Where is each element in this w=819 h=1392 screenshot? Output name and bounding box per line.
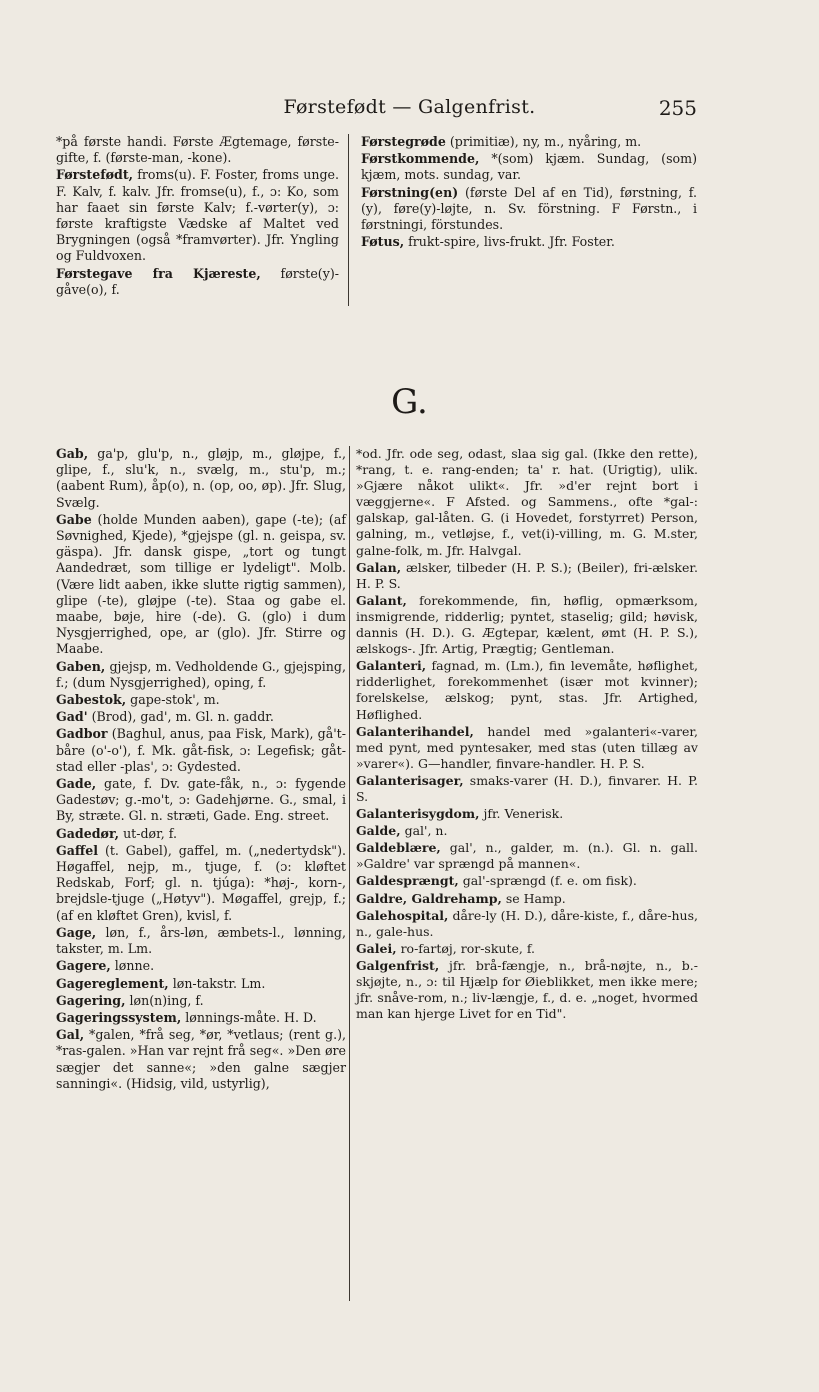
entry-text: lønnings-måte. H. D. <box>185 1009 317 1025</box>
entry-headword: Galanteri, <box>356 658 427 674</box>
dictionary-entry <box>356 958 698 1022</box>
dictionary-entry <box>356 724 698 772</box>
entry-headword: Galanterisager, <box>356 772 464 788</box>
entry-text: (første Del af en Tid), førstning, f. (y), føre(y)-løjte, n. Sv. förstning. F Førstn., i førstningi, förstundes. <box>361 184 697 233</box>
column-divider-top <box>348 134 349 306</box>
entry-text: løn-takstr. Lm. <box>172 975 266 991</box>
entry-text: frukt-spire, livs-frukt. Jfr. Foster. <box>408 234 615 250</box>
entry-headword: Gagere, <box>56 958 111 974</box>
page-number: 255 <box>658 96 697 120</box>
entry-text: ro-fartøj, ror-skute, f. <box>400 940 535 956</box>
entry-headword: Føtus, <box>361 234 405 250</box>
dictionary-entry <box>56 659 346 691</box>
column-divider-bottom <box>349 446 350 1301</box>
dictionary-entry <box>56 925 346 957</box>
entry-headword: Galan, <box>356 559 402 575</box>
entry-text: smaks-varer (H. D.), finvarer. H. P. S. <box>356 772 698 804</box>
dictionary-entry <box>356 446 698 559</box>
entry-text: første(y)-gåve(o), f. <box>56 265 339 297</box>
entry-headword: Gage, <box>56 924 97 940</box>
entry-headword: Gaffel <box>56 842 99 858</box>
top-right-column <box>361 134 697 251</box>
entry-headword: Førstegave fra Kjæreste, <box>56 265 261 281</box>
entry-headword: Galgenfrist, <box>356 957 440 973</box>
entry-text: *på første handi. Første Ægtemage, første-gifte, f. (første-man, -kone). <box>56 134 339 166</box>
dictionary-entry <box>56 976 346 992</box>
dictionary-entry <box>56 826 346 842</box>
dictionary-entry <box>56 446 346 511</box>
entry-headword: Galehospital, <box>356 907 449 923</box>
entry-text: (holde Munden aaben), gape (-te); (af Søvnighed, Kjede), *gjejspe (gl. n. geispa, sv. gäspa). Jfr. dansk gispe, „tort og tungt Aandedræt, som tillige er lydeligt". Molb. (Være lidt aaben, ikke slutte rigtig sammen), glipe (-te), gløjpe (-te). Staa og gabe el. maabe, bøje, hire (-de). G. (glo) i dum Nysgjerrighed, ope, ar (glo). Jfr. Stirre og Maabe. <box>56 511 346 657</box>
entry-text: dåre-ly (H. D.), dåre-kiste, f., dåre-hus, n., gale-hus. <box>356 907 698 939</box>
entry-headword: Galdesprængt, <box>356 873 459 889</box>
dictionary-entry <box>56 692 346 708</box>
entry-headword: Gabestok, <box>56 692 127 708</box>
dictionary-entry <box>356 593 698 657</box>
entry-text: fagnad, m. (Lm.), fin levemåte, høflighet, ridderlighet, forekommenhet (især mot kvinner); forelskelse, ælskog; pynt, stas. Jfr. Artighed, Høflighed. <box>356 658 698 722</box>
entry-headword: Galei, <box>356 940 397 956</box>
entry-text: gal'-sprængd (f. e. om fisk). <box>462 873 637 889</box>
entry-text: gjejsp, m. Vedholdende G., gjejsping, f.; (dum Nysgjerrighed), oping, f. <box>56 658 346 690</box>
page-header <box>0 96 819 124</box>
entry-text: ut-dør, f. <box>123 825 177 841</box>
dictionary-entry <box>56 134 339 166</box>
entry-text: ælsker, tilbeder (H. P. S.); (Beiler), fri-ælsker. H. P. S. <box>356 559 698 591</box>
dictionary-entry <box>356 873 698 889</box>
entry-headword: Galanterisygdom, <box>356 806 480 822</box>
entry-text: gal', n., galder, m. (n.). Gl. n. gall. »Galdre' var sprængd på mannen«. <box>356 840 698 872</box>
dictionary-entry <box>356 840 698 872</box>
dictionary-entry <box>56 512 346 658</box>
entry-text: (primitiæ), ny, m., nyåring, m. <box>449 134 642 149</box>
entry-headword: Gade, <box>56 776 97 792</box>
entry-text: *galen, *frå seg, *ør, *vetlaus; (rent g.), *ras-galen. »Han var rejnt frå seg«. »Den øre sægjer det sanne«; »den galne sægjer sanningi«. (Hidsig, vild, ustyrlig), <box>56 1027 346 1091</box>
entry-headword: Førstegrøde <box>361 134 446 149</box>
top-left-column <box>56 134 339 299</box>
dictionary-entry <box>356 773 698 805</box>
dictionary-entry <box>56 709 346 725</box>
entry-text: forekommende, fin, høflig, opmærksom, insmigrende, ridderlig; pyntet, staselig; gild; høvisk, dannis (H. D.). G. Ægtepar, kælent, ømt (H. P. S.), ælskogs-. Jfr. Artig, Prægtig; Gentleman. <box>356 592 698 657</box>
entry-text: handel med »galanteri«-varer, med pynt, med pyntesaker, med stas (uten tillæg av »varer«). G—handler, finvare-handler. H. P. S. <box>356 723 698 771</box>
dictionary-entry <box>56 776 346 825</box>
dictionary-entry <box>361 134 697 150</box>
dictionary-entry <box>356 823 698 839</box>
entry-text: (Brod), gad', m. Gl. n. gaddr. <box>91 709 274 725</box>
entry-headword: Gal, <box>56 1027 85 1043</box>
entry-headword: Gab, <box>56 446 89 461</box>
entry-headword: Førstefødt, <box>56 167 134 183</box>
entry-text: gal', n. <box>404 823 448 839</box>
dictionary-entry <box>56 1010 346 1026</box>
dictionary-entry <box>356 941 698 957</box>
entry-headword: Galdeblære, <box>356 840 441 856</box>
dictionary-entry <box>56 993 346 1009</box>
entry-headword: Førstkommende, <box>361 151 480 167</box>
entry-headword: Gad' <box>56 709 88 725</box>
dictionary-entry <box>356 658 698 722</box>
dictionary-entry <box>361 151 697 183</box>
dictionary-entry <box>56 843 346 924</box>
entry-headword: Gagering, <box>56 992 126 1008</box>
entry-headword: Gabe <box>56 511 92 527</box>
entry-text: ga'p, glu'p, n., gløjp, m., gløjpe, f., glipe, f., slu'k, n., svælg, m., stu'p, m.; (aabent Rum), åp(o), n. (op, oo, øp). Jfr. Slug, Svælg. <box>56 446 346 510</box>
entry-headword: Gageringssystem, <box>56 1009 182 1025</box>
dictionary-entry <box>56 1027 346 1092</box>
dictionary-entry <box>356 806 698 822</box>
dictionary-entry <box>56 726 346 775</box>
entry-headword: Gaben, <box>56 658 106 674</box>
dictionary-entry <box>56 266 339 298</box>
entry-headword: Førstning(en) <box>361 184 459 200</box>
dictionary-entry <box>56 167 339 264</box>
dictionary-entry <box>356 560 698 592</box>
entry-text: lønne. <box>114 958 155 974</box>
entry-headword: Galdre, Galdrehamp, <box>356 890 502 906</box>
entry-headword: Gadbor <box>56 726 108 742</box>
dictionary-entry <box>356 908 698 940</box>
entry-text: gate, f. Dv. gate-fåk, n., ɔ: fygende Gadestøv; g.-mo't, ɔ: Gadehjørne. G., smal, i By, stræte. Gl. n. stræti, Gade. Eng. street. <box>56 776 346 824</box>
dictionary-entry <box>361 185 697 234</box>
bottom-right-column <box>356 446 698 1023</box>
entry-text: (Baghul, anus, paa Fisk, Mark), gå't-båre (o'-o'), f. Mk. gåt-fisk, ɔ: Legefisk; gåt-stad eller -plas', ɔ: Gydested. <box>56 726 346 774</box>
entry-headword: Gadedør, <box>56 825 120 841</box>
entry-text: (t. Gabel), gaffel, m. („nedertydsk"). Høgaffel, nejp, m., tjuge, f. (ɔ: kløftet Redskab, Forf; gl. n. tjúga): *høj-, korn-, brejdsle-tjuge („Høtyv"). Møgaffel, grejp, f.; (af en kløftet Gren), kvisl, f. <box>56 842 346 923</box>
entry-text: jfr. brå-fængje, n., brå-nøjte, n., b.-skjøjte, n., ɔ: til Hjælp for Øieblikket, men ikke mere; jfr. snåve-rom, n.; liv-længje, f., d. e. „noget, hvormed man kan hjerge Livet for en Tid". <box>356 957 698 1022</box>
dictionary-entry <box>356 891 698 907</box>
entry-headword: Gagereglement, <box>56 975 169 991</box>
entry-text: gape-stok', m. <box>130 692 220 708</box>
entry-text: *od. Jfr. ode seg, odast, slaa sig gal. (Ikke den rette), *rang, t. e. rang-enden; ta' r. hat. (Urigtig), ulik. »Gjære nåkot ulikt«. Jfr. »d'er rejnt bort i væggjerne«. F Afsted. og Sammens., ofte *gal-: galskap, gal-låten. G. (i Hovedet, forstyrret) Person, galning, m., vetløjse, f., vet(i)-villing, m. G. M.ster, galne-folk, m. Jfr. Halvgal. <box>356 446 698 558</box>
running-title: Førstefødt — Galgenfrist. <box>283 96 536 118</box>
entry-text: jfr. Venerisk. <box>483 806 564 822</box>
entry-text: løn, f., års-løn, æmbets-l., lønning, takster, m. Lm. <box>56 924 346 957</box>
section-letter: G. <box>391 382 428 422</box>
entry-text: *(som) kjæm. Sundag, (som) kjæm, mots. sundag, var. <box>361 151 697 183</box>
entry-text: froms(u). F. Foster, froms unge. F. Kalv, f. kalv. Jfr. fromse(u), f., ɔ: Ko, som har faaet sin første Kalv; f.-vørter(y), ɔ: første kraftigste Vædske af Maltet ved Brygningen (også *framvørter). Jfr. Yngling og Fuldvoxen. <box>56 167 339 264</box>
entry-text: se Hamp. <box>505 890 566 906</box>
dictionary-entry <box>361 234 697 250</box>
entry-headword: Galde, <box>356 823 401 839</box>
dictionary-entry <box>56 958 346 974</box>
entry-headword: Galanterihandel, <box>356 723 474 739</box>
entry-headword: Galant, <box>356 592 407 608</box>
bottom-left-column <box>56 446 346 1093</box>
entry-text: løn(n)ing, f. <box>129 992 204 1008</box>
